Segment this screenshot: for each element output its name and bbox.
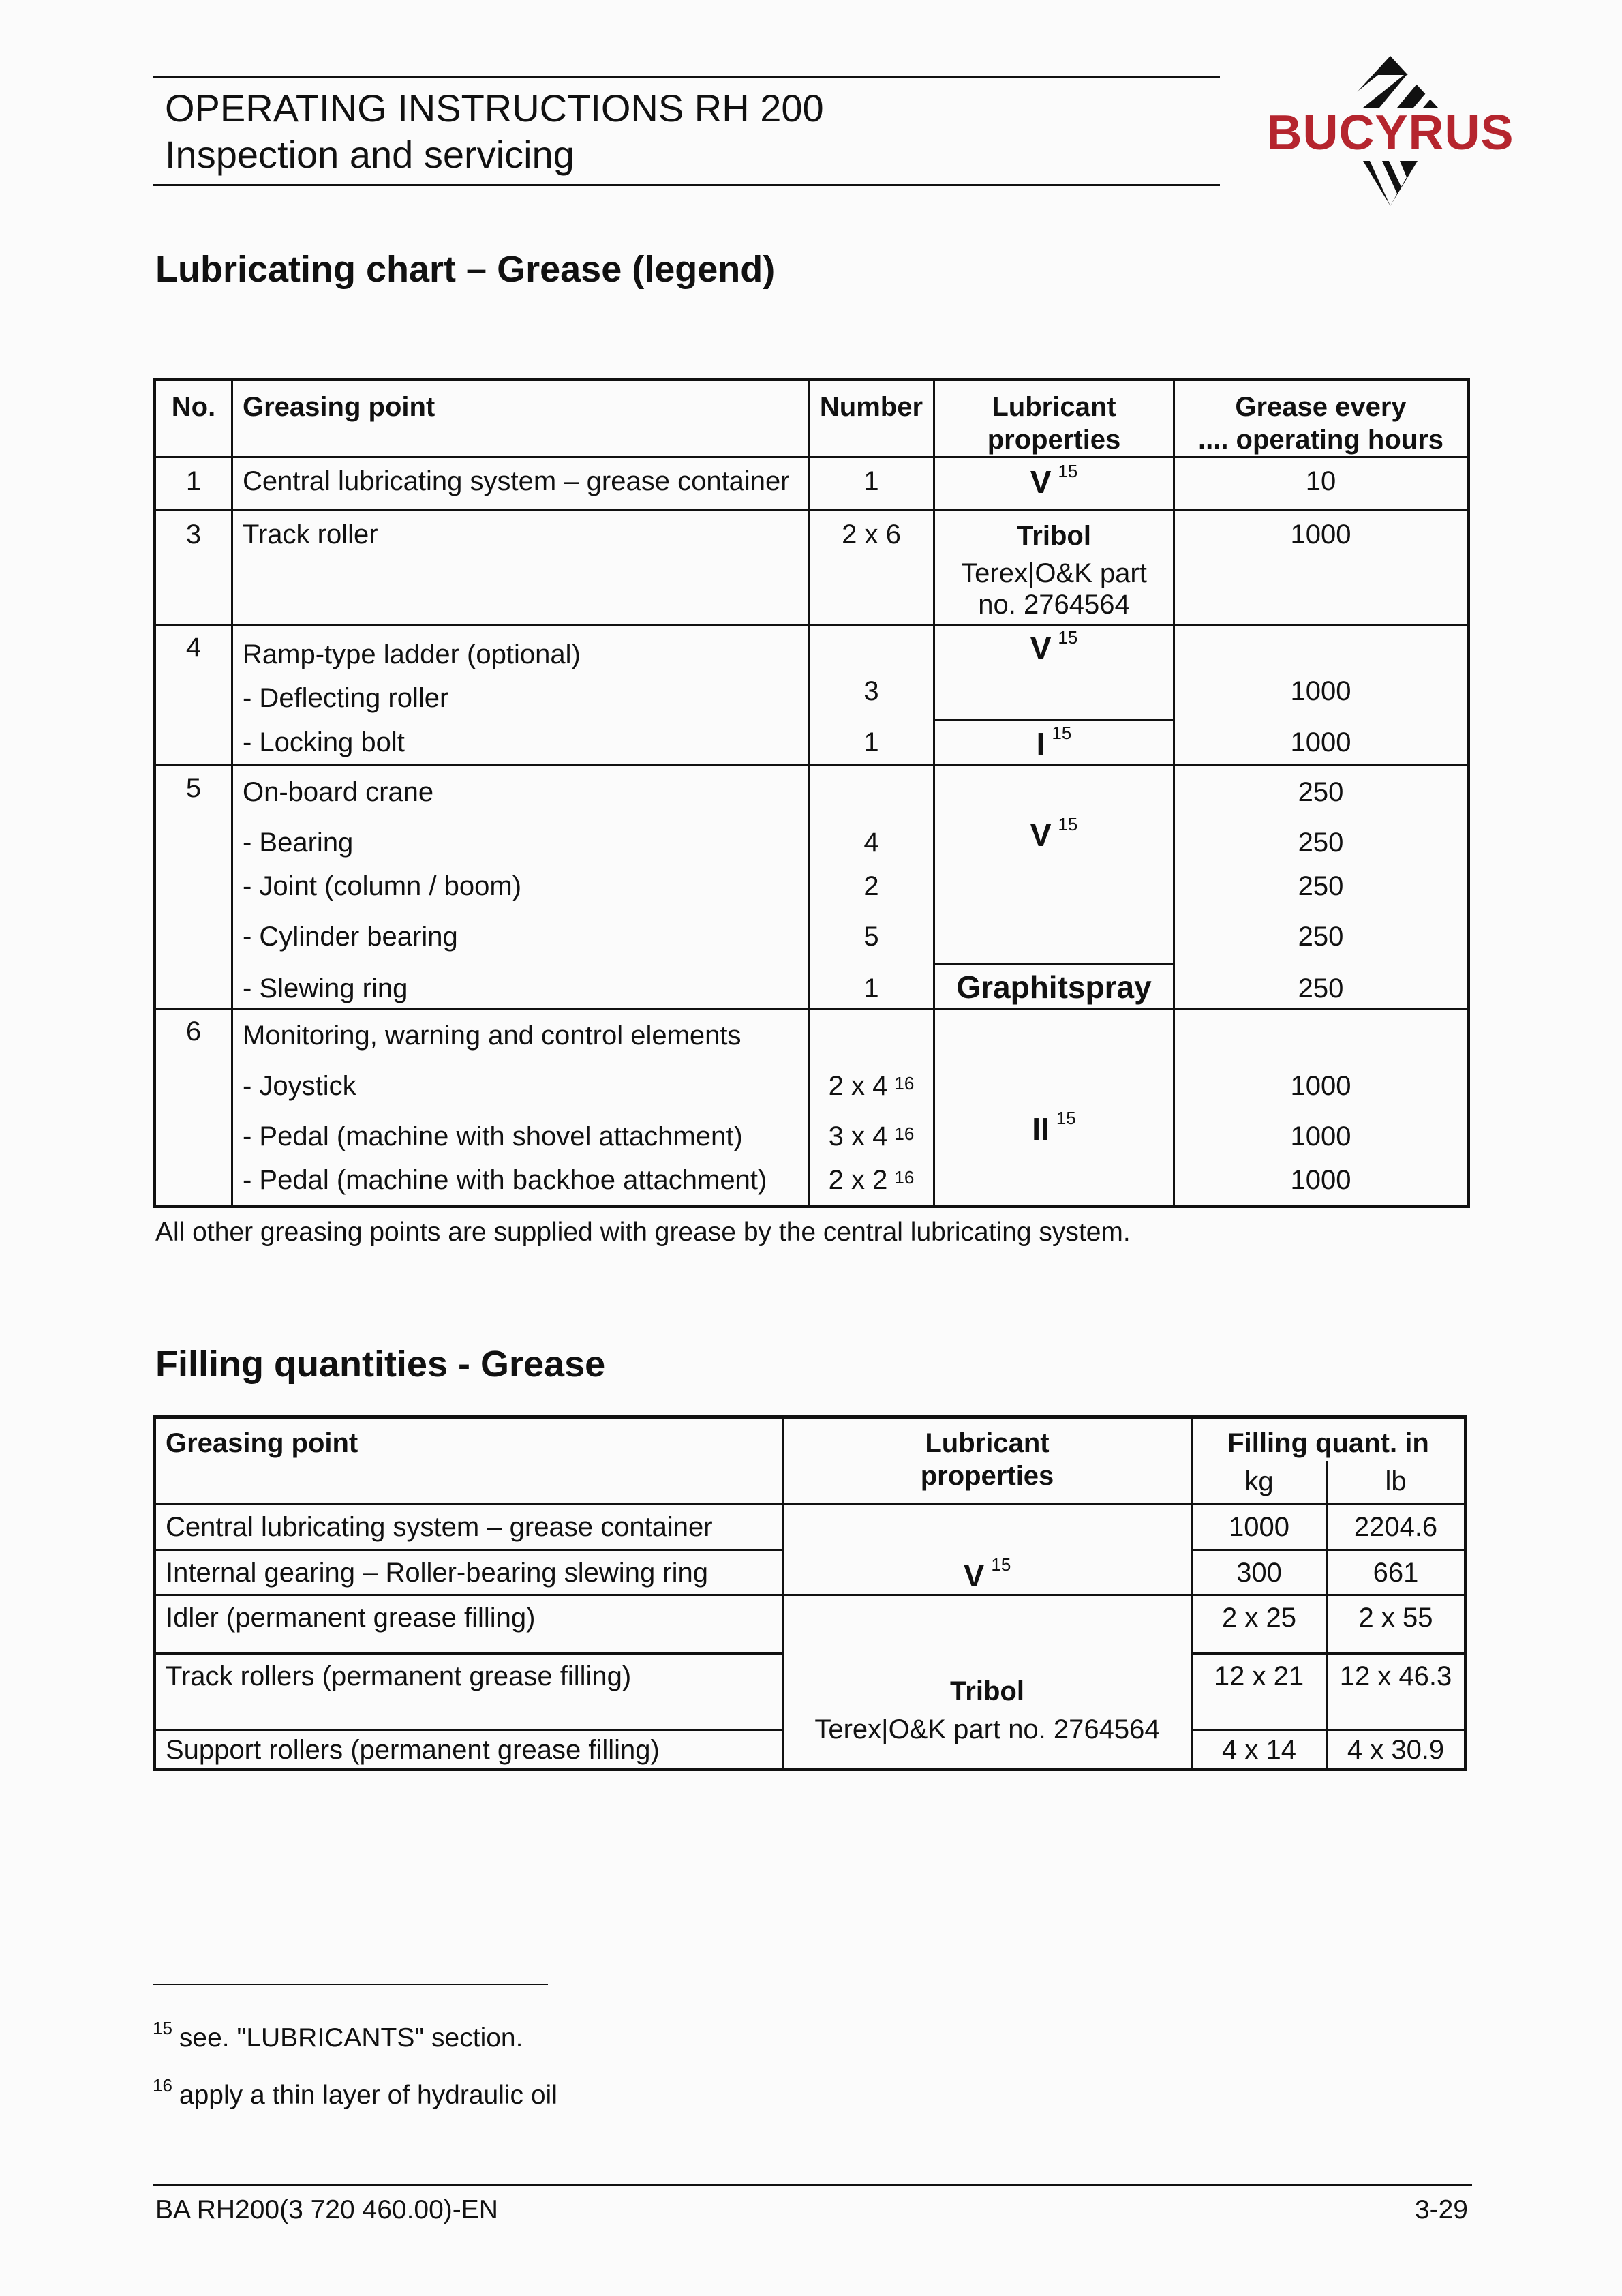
col-header-lb: lb bbox=[1327, 1461, 1466, 1505]
row-lubricant: V $^{15}$ bbox=[934, 625, 1174, 721]
footnote-16: $^{16}$ apply a thin layer of hydraulic oil bbox=[153, 2075, 557, 2110]
row-kg: 4 x 14 bbox=[1192, 1730, 1327, 1770]
row-no: 5 bbox=[155, 766, 232, 1009]
footer-page-number: 3-29 bbox=[1414, 2195, 1468, 2224]
col-header-no: No. bbox=[155, 380, 232, 457]
row-greasing-point: Track roller bbox=[232, 511, 809, 625]
table-row bbox=[155, 457, 1469, 511]
table-row bbox=[155, 1505, 1466, 1550]
table-header-row bbox=[155, 380, 1469, 457]
table-row bbox=[155, 1009, 1469, 1207]
row-greasing-point: Central lubricating system – grease container bbox=[232, 457, 809, 511]
row-number: 2 x 4 $^{16}$ 3 x 4 $^{16}$ 2 x 2 $^{16}$ bbox=[809, 1009, 934, 1207]
row-lubricant: II $^{15}$ bbox=[934, 1009, 1174, 1207]
row-hours: 1000 bbox=[1174, 721, 1469, 766]
row-lubricant: V $^{15}$ bbox=[934, 457, 1174, 511]
table-header-row bbox=[155, 1417, 1466, 1461]
row-lb: 661 bbox=[1327, 1550, 1466, 1595]
row-no: 6 bbox=[155, 1009, 232, 1207]
row-kg: 1000 bbox=[1192, 1505, 1327, 1550]
row-kg: 300 bbox=[1192, 1550, 1327, 1595]
row-hours: 1000 bbox=[1174, 511, 1469, 625]
footnote-15: $^{15}$ see. "LUBRICANTS" section. bbox=[153, 2018, 523, 2053]
filling-quantities-table bbox=[153, 1415, 1467, 1771]
row-lubricant: Tribol Terex|O&K part no. 2764564 bbox=[783, 1595, 1192, 1770]
document-subtitle: Inspection and servicing bbox=[165, 133, 575, 176]
greasing-note: All other greasing points are supplied with grease by the central lubricating system. bbox=[155, 1218, 1131, 1247]
row-number: 1 bbox=[809, 721, 934, 766]
row-greasing-point: Ramp-type ladder (optional) - Deflecting roller bbox=[232, 625, 809, 721]
document-title: OPERATING INSTRUCTIONS RH 200 bbox=[165, 87, 824, 130]
table-row bbox=[155, 721, 1469, 766]
row-greasing-point: - Locking bolt bbox=[232, 721, 809, 766]
table-row bbox=[155, 625, 1469, 721]
row-lubricant: I $^{15}$ bbox=[934, 721, 1174, 766]
row-hours: 1000 bbox=[1174, 625, 1469, 721]
row-no: 3 bbox=[155, 511, 232, 625]
row-greasing-point: Support rollers (permanent grease filling) bbox=[155, 1730, 783, 1770]
row-lb: 4 x 30.9 bbox=[1327, 1730, 1466, 1770]
row-number: 4 2 5 1 bbox=[809, 766, 934, 1009]
row-lb: 2204.6 bbox=[1327, 1505, 1466, 1550]
table-row bbox=[155, 1595, 1466, 1654]
table-row bbox=[155, 511, 1469, 625]
row-greasing-point: Internal gearing – Roller-bearing slewing ring bbox=[155, 1550, 783, 1595]
col-header-kg: kg bbox=[1192, 1461, 1327, 1505]
row-number: 3 bbox=[809, 625, 934, 721]
filling-quantities-title: Filling quantities - Grease bbox=[155, 1344, 606, 1385]
col-header-lubricant: Lubricant properties bbox=[783, 1417, 1192, 1505]
row-no: 1 bbox=[155, 457, 232, 511]
row-greasing-point: Track rollers (permanent grease filling) bbox=[155, 1654, 783, 1730]
row-greasing-point: Central lubricating system – grease container bbox=[155, 1505, 783, 1550]
row-hours: 250 250 250 250 250 bbox=[1174, 766, 1469, 1009]
row-lb: 2 x 55 bbox=[1327, 1595, 1466, 1654]
logo-wordmark: BUCYRUS bbox=[1266, 106, 1514, 160]
bucyrus-logo bbox=[1261, 48, 1520, 218]
row-hours: 10 bbox=[1174, 457, 1469, 511]
footer-rule bbox=[153, 2184, 1472, 2186]
row-lubricant: Tribol Terex|O&K part no. 2764564 bbox=[934, 511, 1174, 625]
row-lb: 12 x 46.3 bbox=[1327, 1654, 1466, 1730]
row-greasing-point: Monitoring, warning and control elements - Joystick - Pedal (machine with shovel attachment) - Pedal (machine with backhoe attachment) bbox=[232, 1009, 809, 1207]
row-number: 2 x 6 bbox=[809, 511, 934, 625]
row-lubricant: V $^{15}$ bbox=[783, 1505, 1192, 1595]
row-greasing-point: On-board crane - Bearing - Joint (column / boom) - Cylinder bearing - Slewing ring bbox=[232, 766, 809, 1009]
row-kg: 2 x 25 bbox=[1192, 1595, 1327, 1654]
row-lubricant: Graphitspray bbox=[934, 963, 1174, 1008]
row-kg: 12 x 21 bbox=[1192, 1654, 1327, 1730]
header-bottom-rule bbox=[153, 184, 1220, 186]
col-header-grease-every: Grease every .... operating hours bbox=[1174, 380, 1469, 457]
header-top-rule bbox=[153, 76, 1220, 78]
row-no: 4 bbox=[155, 625, 232, 766]
row-number: 1 bbox=[809, 457, 934, 511]
row-hours: 1000 1000 1000 bbox=[1174, 1009, 1469, 1207]
row-lubricant: V $^{15}$ bbox=[934, 766, 1174, 964]
col-header-greasing-point: Greasing point bbox=[155, 1417, 783, 1505]
footer-doc-id: BA RH200(3 720 460.00)-EN bbox=[155, 2195, 498, 2224]
col-header-number: Number bbox=[809, 380, 934, 457]
footnote-rule bbox=[153, 1984, 548, 1985]
table-row bbox=[155, 766, 1469, 964]
col-header-filling-quantity: Filling quant. in bbox=[1192, 1417, 1466, 1461]
lubricating-chart-table bbox=[153, 378, 1470, 1208]
row-greasing-point: Idler (permanent grease filling) bbox=[155, 1595, 783, 1654]
lubricating-chart-title: Lubricating chart – Grease (legend) bbox=[155, 249, 776, 290]
col-header-lubricant: Lubricant properties bbox=[934, 380, 1174, 457]
col-header-greasing-point: Greasing point bbox=[232, 380, 809, 457]
